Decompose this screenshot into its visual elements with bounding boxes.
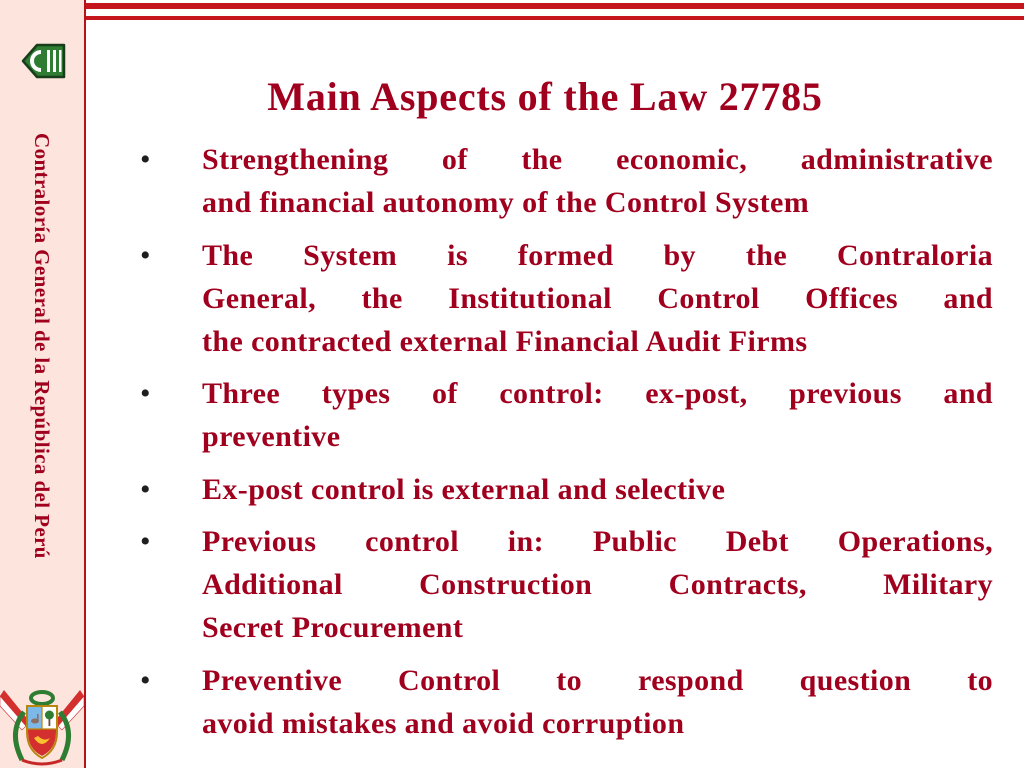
bullet-text-line: The System is formed by the Contraloria <box>202 238 993 272</box>
bullet-item <box>130 520 993 649</box>
bullet-item <box>130 138 993 224</box>
bullet-list <box>130 138 993 754</box>
top-rule-thick <box>86 3 1024 9</box>
bullet-marker: • <box>140 663 151 697</box>
bullet-text-line: Secret Procurement <box>202 611 464 644</box>
bullet-item <box>130 234 993 363</box>
contraloria-logo <box>19 37 69 83</box>
bullet-text-line: Previous control in: Public Debt Operations, <box>202 525 993 558</box>
bullet-text-line: avoid mistakes and avoid corruption <box>202 706 685 740</box>
bullet-marker: • <box>140 472 151 506</box>
sidebar-vertical-text: Contraloría General de la República del Perú <box>30 133 54 559</box>
bullet-text-line: and financial autonomy of the Control System <box>202 186 810 219</box>
sidebar <box>0 0 86 768</box>
bullet-text-line: the contracted external Financial Audit Firms <box>202 324 808 358</box>
bullet-text-line: Strengthening of the economic, administrative <box>202 143 993 176</box>
bullet-item <box>130 468 993 511</box>
top-rule-thin <box>86 16 1024 20</box>
bullet-item <box>130 372 993 458</box>
bullet-text-line: Ex-post control is external and selective <box>202 472 726 506</box>
slide-title: Main Aspects of the Law 27785 <box>267 74 823 119</box>
bullet-text-line: preventive <box>202 420 341 453</box>
bullet-text-line: Preventive Control to respond question to <box>202 663 993 697</box>
bullet-marker: • <box>140 377 151 410</box>
bullet-text-line: Additional Construction Contracts, Military <box>202 568 993 601</box>
bullet-marker: • <box>140 143 151 176</box>
bullet-text-line: Three types of control: ex-post, previous and <box>202 377 993 410</box>
bullet-item <box>130 659 993 745</box>
coat-of-arms-icon <box>0 676 84 768</box>
bullet-marker: • <box>140 238 151 272</box>
bullet-marker: • <box>140 525 151 558</box>
bullet-text-line: General, the Institutional Control Offices and <box>202 281 993 315</box>
